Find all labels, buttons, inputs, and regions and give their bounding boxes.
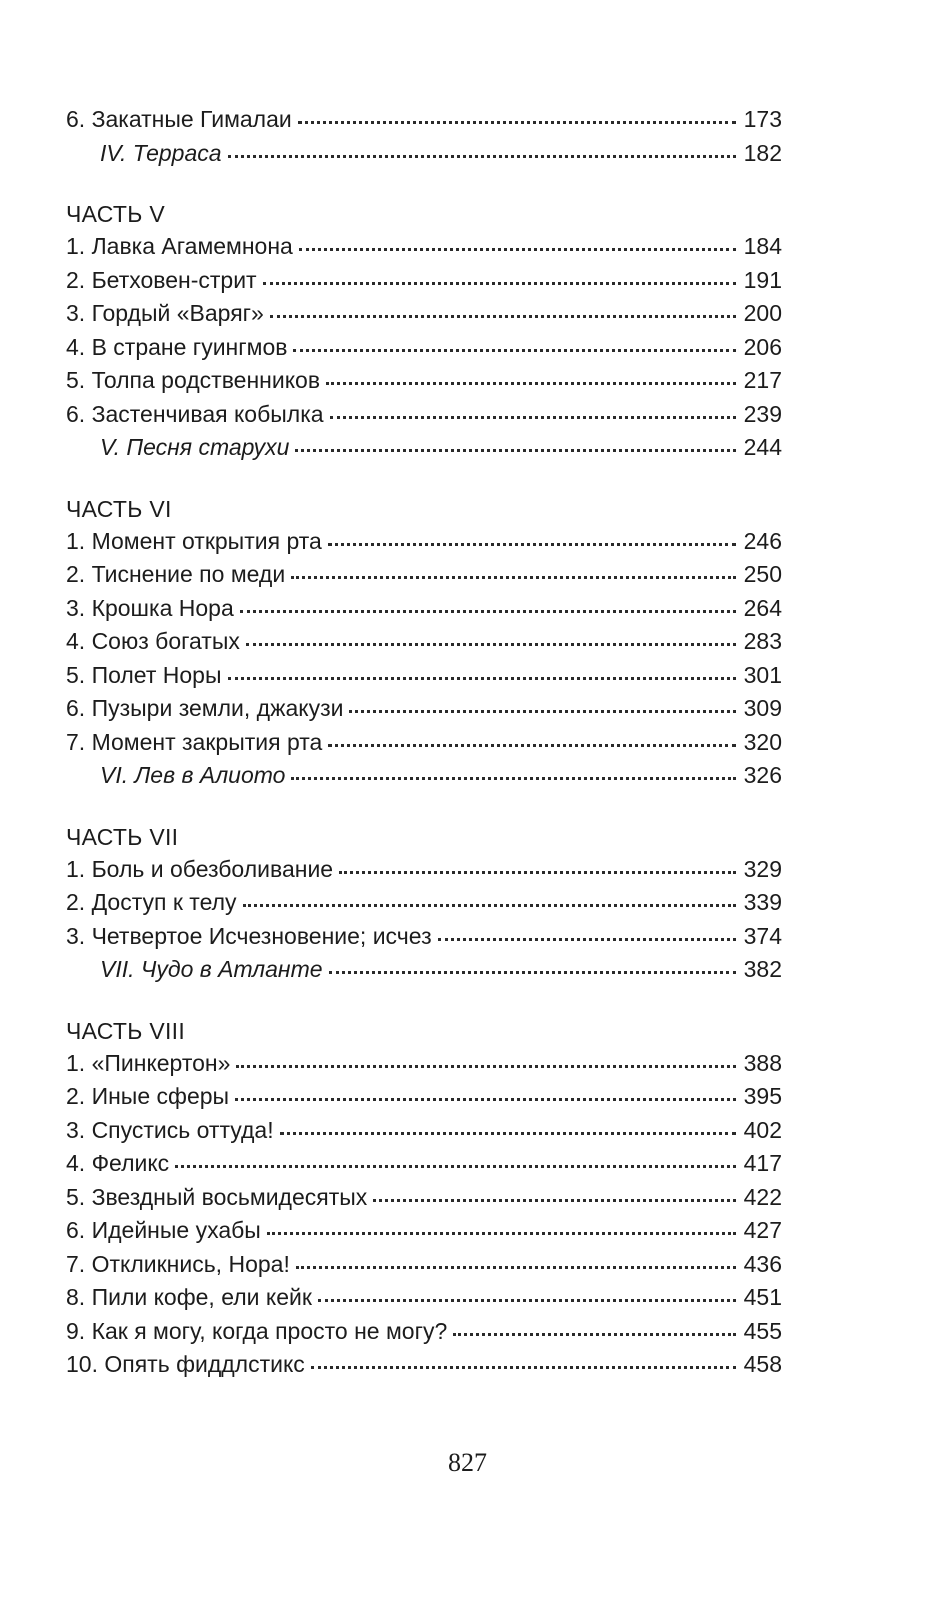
toc-section [66,494,782,793]
toc-entry [66,1181,782,1215]
toc-entry [66,886,782,920]
dot-leader [270,315,736,318]
entry-title: 1. Лавка Агамемнона [66,233,293,259]
dot-leader [175,1165,735,1168]
entry-title: 7. Момент закрытия рта [66,728,323,755]
entry-title: 4. В стране гуингмов [66,333,288,360]
dot-leader [349,710,735,713]
dot-leader [291,576,735,579]
toc-entry [66,659,782,693]
entry-page-number: 309 [743,695,782,721]
entry-page-number: 320 [743,728,782,755]
entry-title: 8. Пили кофе, ели кейк [66,1284,312,1310]
entry-title: 3. Крошка Нора [66,594,234,621]
entry-page-number: 395 [743,1083,782,1109]
toc-entry [66,558,782,592]
entry-title: 5. Звездный восьмидесятых [66,1183,368,1210]
dot-leader [328,744,735,747]
entry-page-number: 458 [743,1351,782,1377]
entry-page-number: 191 [743,266,782,293]
entry-title: 3. Спустись оттуда! [66,1116,274,1143]
entry-title: 3. Четвертое Исчезновение; исчез [66,922,432,949]
dot-leader [246,643,736,646]
dot-leader [453,1333,735,1336]
page-number: 827 [448,1448,487,1477]
dot-leader [330,416,736,419]
dot-leader [228,155,736,158]
dot-leader [291,777,735,780]
entry-page-number: 301 [743,661,782,688]
dot-leader [326,382,736,385]
part-heading: ЧАСТЬ VII [66,823,179,850]
entry-title: V. Песня старухи [100,434,290,460]
toc-section [66,103,782,170]
toc-interlude-entry [66,431,782,465]
entry-page-number: 217 [743,367,782,393]
entry-title: 2. Иные сферы [66,1083,230,1109]
toc-entry [66,1348,782,1382]
entry-page-number: 451 [743,1284,782,1310]
entry-title: 10. Опять фиддлстикс [66,1351,305,1377]
entry-page-number: 264 [743,594,782,621]
dot-leader [263,282,736,285]
entry-title: 6. Закатные Гималаи [66,106,292,132]
toc-entry [66,1147,782,1181]
toc-interlude-entry [66,137,782,171]
toc-section [66,1016,782,1382]
entry-title: 2. Бетховен-стрит [66,266,257,293]
entry-page-number: 388 [743,1049,782,1076]
toc-entry [66,592,782,626]
entry-page-number: 455 [743,1317,782,1344]
dot-leader [339,871,736,874]
toc-entry [66,853,782,887]
toc-entry [66,331,782,365]
entry-title: 6. Застенчивая кобылка [66,400,324,427]
entry-title: 2. Тиснение по меди [66,561,286,587]
dot-leader [235,1098,736,1101]
toc-entry [66,230,782,264]
entry-page-number: 173 [743,106,782,132]
dot-leader [293,349,735,352]
toc-entry [66,1047,782,1081]
entry-page-number: 402 [743,1116,782,1143]
entry-page-number: 283 [743,628,782,654]
entry-title: 4. Феликс [66,1150,170,1176]
entry-title: 9. Как я могу, когда просто не могу? [66,1317,448,1344]
entry-title: 5. Полет Норы [66,661,222,688]
entry-page-number: 436 [743,1250,782,1277]
toc-section [66,199,782,465]
entry-page-number: 326 [743,762,782,788]
dot-leader [296,1266,736,1269]
entry-title: 4. Союз богатых [66,628,240,654]
dot-leader [328,543,736,546]
part-heading: ЧАСТЬ V [66,201,165,227]
entry-page-number: 422 [743,1183,782,1210]
entry-title: 1. «Пинкертон» [66,1049,231,1076]
entry-title: 6. Идейные ухабы [66,1217,261,1243]
toc-entry [66,364,782,398]
toc-interlude-entry [66,953,782,987]
part-heading: ЧАСТЬ VIII [66,1017,186,1044]
entry-title: 6. Пузыри земли, джакузи [66,695,344,721]
entry-page-number: 339 [743,889,782,915]
entry-title: 1. Боль и обезболивание [66,855,334,882]
toc-entry [66,1315,782,1349]
entry-page-number: 184 [743,233,782,259]
dot-leader [299,248,736,251]
dot-leader [295,449,735,452]
toc-entry [66,1281,782,1315]
toc-interlude-entry [66,759,782,793]
entry-title: VII. Чудо в Атланте [100,956,323,982]
entry-title: VI. Лев в Алиото [100,762,286,788]
entry-title: IV. Терраса [100,139,222,166]
entry-page-number: 200 [743,300,782,326]
toc-entry [66,1248,782,1282]
dot-leader [329,971,736,974]
entry-page-number: 239 [743,400,782,427]
entry-page-number: 382 [743,956,782,982]
entry-page-number: 417 [743,1150,782,1176]
dot-leader [267,1232,736,1235]
toc-section [66,822,782,987]
entry-title: 1. Момент открытия рта [66,527,322,554]
dot-leader [280,1132,736,1135]
dot-leader [228,677,736,680]
entry-page-number: 206 [743,333,782,360]
dot-leader [318,1299,736,1302]
entry-title: 7. Откликнись, Нора! [66,1250,290,1277]
toc-entry [66,525,782,559]
dot-leader [373,1199,735,1202]
dot-leader [243,904,736,907]
toc-entry [66,625,782,659]
toc-entry [66,297,782,331]
toc-entry [66,103,782,137]
entry-page-number: 329 [743,855,782,882]
toc-entry [66,920,782,954]
entry-page-number: 427 [743,1217,782,1243]
toc-entry [66,1214,782,1248]
dot-leader [298,121,736,124]
table-of-contents [66,103,782,1382]
toc-entry [66,692,782,726]
toc-entry [66,398,782,432]
entry-page-number: 250 [743,561,782,587]
toc-entry [66,726,782,760]
entry-page-number: 374 [743,922,782,949]
entry-page-number: 246 [743,527,782,554]
entry-title: 5. Толпа родственников [66,367,321,393]
dot-leader [438,938,736,941]
dot-leader [236,1065,735,1068]
toc-entry [66,1080,782,1114]
entry-page-number: 244 [743,434,782,460]
toc-entry [66,1114,782,1148]
entry-page-number: 182 [743,139,782,166]
dot-leader [311,1366,736,1369]
dot-leader [240,610,736,613]
entry-title: 2. Доступ к телу [66,889,237,915]
entry-title: 3. Гордый «Варяг» [66,300,264,326]
toc-entry [66,264,782,298]
part-heading: ЧАСТЬ VI [66,495,172,522]
